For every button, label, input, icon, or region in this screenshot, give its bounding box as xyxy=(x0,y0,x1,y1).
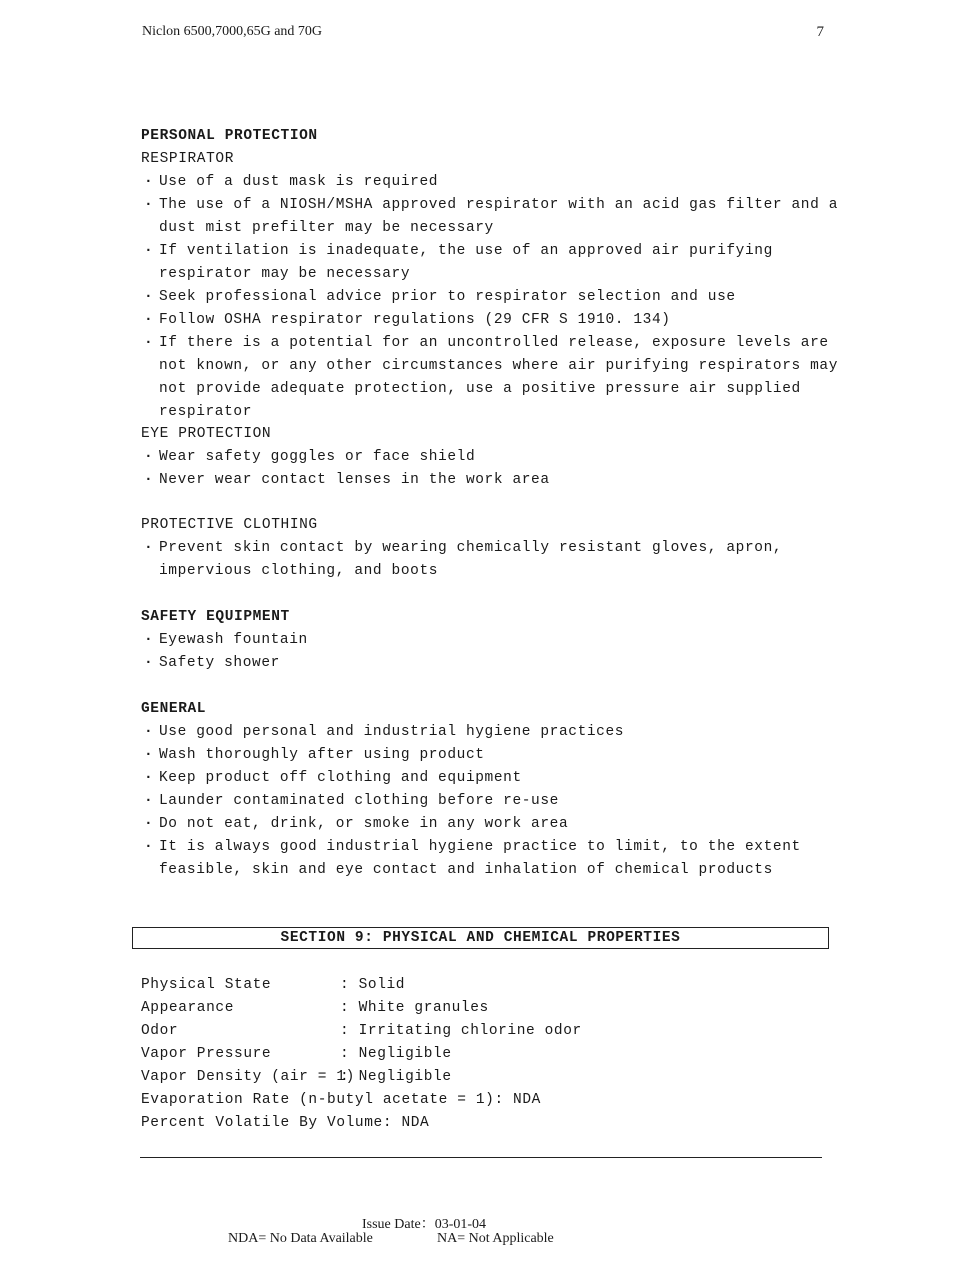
property-row-volatile: Percent Volatile By Volume: NDA xyxy=(141,1115,430,1131)
section-heading: PERSONAL PROTECTION xyxy=(141,128,318,144)
list-item: · It is always good industrial hygiene practice to limit, to the extent feasible, skin and eye contact and inhalation of chemical products xyxy=(141,836,841,882)
list-item: · Wear safety goggles or face shield xyxy=(141,446,841,469)
section-heading: GENERAL xyxy=(141,701,207,717)
section-heading: SAFETY EQUIPMENT xyxy=(141,609,290,625)
list-item: · The use of a NIOSH/MSHA approved respirator with an acid gas filter and a dust mist prefilter may be necessary xyxy=(141,194,841,240)
property-row xyxy=(141,997,841,1020)
property-value: : Irritating chlorine odor xyxy=(340,1023,582,1039)
eye-protection-section xyxy=(141,423,841,492)
section-heading: PROTECTIVE CLOTHING xyxy=(141,517,318,533)
property-label: Appearance xyxy=(141,1000,235,1016)
nda-legend: NDA= No Data Available xyxy=(228,1231,373,1246)
list-item: · Follow OSHA respirator regulations (29 CFR S 1910. 134) xyxy=(141,309,841,332)
list-item: · Safety shower xyxy=(141,652,841,675)
subsection-heading: RESPIRATOR xyxy=(141,151,235,167)
list-item: · Use of a dust mask is required xyxy=(141,171,841,194)
list-item: · Use good personal and industrial hygiene practices xyxy=(141,721,841,744)
list-item: · If ventilation is inadequate, the use of an approved air purifying respirator may be necessary xyxy=(141,240,841,286)
property-label: Vapor Density (air = 1) xyxy=(141,1069,355,1085)
property-row xyxy=(141,1066,841,1089)
property-label: Physical State xyxy=(141,977,272,993)
section-heading: EYE PROTECTION xyxy=(141,426,272,442)
horizontal-divider xyxy=(140,1157,822,1158)
document-title: Niclon 6500,7000,65G and 70G xyxy=(142,24,323,39)
list-item: · Keep product off clothing and equipment xyxy=(141,767,841,790)
list-item: · Never wear contact lenses in the work area xyxy=(141,469,841,492)
list-item: · Seek professional advice prior to respirator selection and use xyxy=(141,286,841,309)
protective-clothing-list xyxy=(141,537,841,583)
list-item: · Wash thoroughly after using product xyxy=(141,744,841,767)
property-row xyxy=(141,974,841,997)
issue-date: Issue Date：03-01-04 xyxy=(362,1217,487,1232)
list-item: · Eyewash fountain xyxy=(141,629,841,652)
property-row xyxy=(141,1043,841,1066)
property-label: Odor xyxy=(141,1023,179,1039)
section-9-title-box: SECTION 9: PHYSICAL AND CHEMICAL PROPERTIES xyxy=(132,927,829,949)
respirator-list xyxy=(141,171,841,424)
property-label: Vapor Pressure xyxy=(141,1046,272,1062)
list-item: · Launder contaminated clothing before re-use xyxy=(141,790,841,813)
safety-equipment-list xyxy=(141,629,841,675)
list-item: · Do not eat, drink, or smoke in any work area xyxy=(141,813,841,836)
property-value: : White granules xyxy=(340,1000,489,1016)
property-row xyxy=(141,1020,841,1043)
protective-clothing-section xyxy=(141,514,841,583)
general-list xyxy=(141,721,841,882)
na-legend: NA= Not Applicable xyxy=(437,1231,554,1246)
list-item: · Prevent skin contact by wearing chemically resistant gloves, apron, impervious clothing, and boots xyxy=(141,537,841,583)
safety-equipment-section xyxy=(141,606,841,675)
personal-protection-section xyxy=(141,125,841,424)
list-item: · If there is a potential for an uncontrolled release, exposure levels are not known, or any other circumstances where air purifying respirators may not provide adequate protection, use a positive pressure air supplied respirator xyxy=(141,332,841,424)
property-value: : Solid xyxy=(340,977,406,993)
page-number: 7 xyxy=(816,24,824,40)
physical-properties xyxy=(141,974,841,1135)
property-row-evaporation: Evaporation Rate (n-butyl acetate = 1): NDA xyxy=(141,1092,541,1108)
property-value: : Negligible xyxy=(340,1046,452,1062)
eye-protection-list xyxy=(141,446,841,492)
property-value: : Negligible xyxy=(340,1069,452,1085)
general-section xyxy=(141,698,841,882)
